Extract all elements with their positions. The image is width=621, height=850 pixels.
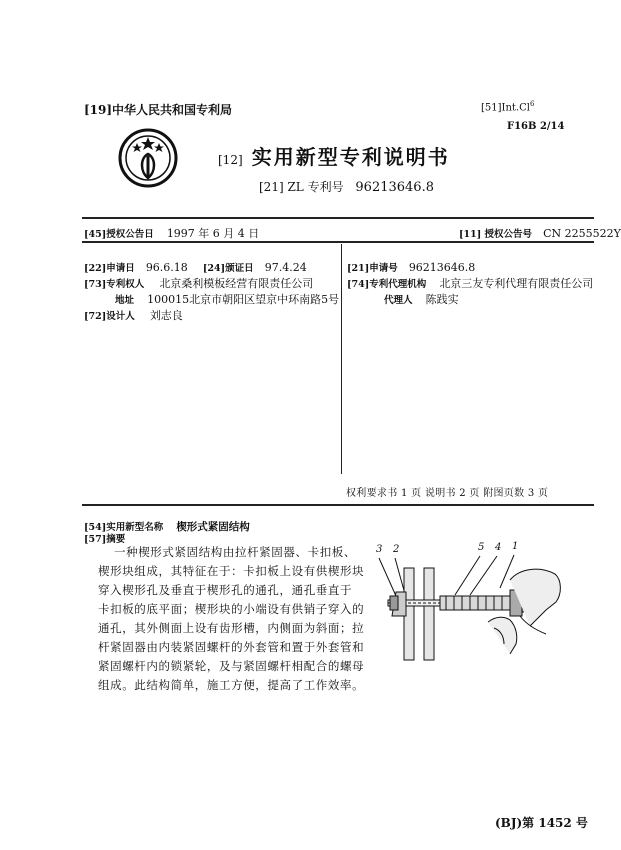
pub-date-label: [45]授权公告日 <box>84 229 154 240</box>
cert-value: 97.4.24 <box>264 261 307 274</box>
address-value: 100015北京市朝阳区望京中环南路5号 <box>147 293 340 306</box>
intcl-text: [51]Int.Cl <box>481 102 530 114</box>
footer-code: (BJ)第 1452 号 <box>495 816 588 830</box>
pub-divider <box>82 241 594 243</box>
figure-label-3: 3 <box>376 544 383 555</box>
utility-title-value: 楔形式紧固结构 <box>176 521 250 533</box>
designer-label: [72]设计人 <box>84 311 135 322</box>
app-no-value: 96213646.8 <box>408 261 476 274</box>
figure-label-4: 4 <box>495 542 502 553</box>
abstract-line: 穿入楔形孔及垂直于楔形孔的通孔，通孔垂直于 <box>98 583 353 597</box>
abstract-line: 组成。此结构简单，施工方便，提高了工作效率。 <box>98 678 365 692</box>
abstract-line: 卡扣板的底平面；楔形块的小端设有供销子穿入的 <box>98 602 365 616</box>
abstract-line: 楔形块组成，其特征在于：卡扣板上设有供楔形块 <box>98 564 365 578</box>
figure-label-5: 5 <box>478 542 485 553</box>
zl-number: 96213646.8 <box>355 180 434 195</box>
pub-no-label: [11] 授权公告号 <box>459 229 533 240</box>
page-counts: 权利要求书 1 页 说明书 2 页 附图页数 3 页 <box>346 488 549 499</box>
app-no-label: [21]申请号 <box>347 263 398 274</box>
pub-date-row <box>84 222 259 241</box>
abstract-label: [57]摘要 <box>84 534 126 545</box>
pub-no-value: CN 2255522Y <box>543 227 621 240</box>
national-emblem-logo <box>118 128 178 188</box>
designer-row <box>84 304 183 323</box>
abstract-line: 紧固螺杆内的锁紧轮，及与紧固螺杆相配合的螺母 <box>98 659 365 673</box>
figure-label-1: 1 <box>512 541 519 552</box>
abstract-line: 一种楔形式紧固结构由拉杆紧固器、卡扣板、 <box>114 545 356 559</box>
abstract-line: 杆紧固器由内装紧固螺杆的外套管和置于外套管和 <box>98 640 365 654</box>
address-label: 地址 <box>115 295 135 306</box>
pub-no-row <box>459 222 621 241</box>
intcl-label <box>481 100 534 113</box>
agent-label: 代理人 <box>384 295 413 306</box>
doc-title-row <box>218 141 450 170</box>
patentee-value: 北京桑利模板经营有限责任公司 <box>159 277 314 290</box>
intcl-sup: 6 <box>529 100 535 108</box>
designer-value: 刘志良 <box>149 309 183 322</box>
agent-value: 陈践实 <box>425 293 459 306</box>
zl-prefix: [21] ZL 专利号 <box>259 180 344 194</box>
filing-value: 96.6.18 <box>145 261 188 274</box>
agent-row <box>384 288 459 307</box>
abstract-body <box>98 543 364 695</box>
agency-value: 北京三友专利代理有限责任公司 <box>439 277 594 290</box>
wedge-fastener-drawing <box>370 550 565 660</box>
filing-label: [22]申请日 <box>84 263 135 274</box>
utility-title-label: [54]实用新型名称 <box>84 522 164 533</box>
doc-title: 实用新型专利说明书 <box>251 145 450 169</box>
abstract-divider <box>82 504 594 506</box>
ipc-code: F16B 2/14 <box>507 121 565 132</box>
agency-label: [74]专利代理机构 <box>347 279 427 290</box>
figure-label-2: 2 <box>393 544 400 555</box>
cert-label: [24]颁证日 <box>202 263 254 274</box>
abstract-line: 通孔，其外侧面上设有齿形槽，内侧面为斜面；拉 <box>98 621 365 635</box>
patentee-label: [73]专利权人 <box>84 279 145 290</box>
top-divider <box>82 217 594 219</box>
column-divider <box>341 244 342 474</box>
pub-date-value: 1997 年 6 月 4 日 <box>166 227 260 240</box>
zl-number-row <box>259 178 434 195</box>
doc-code: [12] <box>218 153 243 167</box>
country-office-header: [19]中华人民共和国专利局 <box>84 103 233 117</box>
